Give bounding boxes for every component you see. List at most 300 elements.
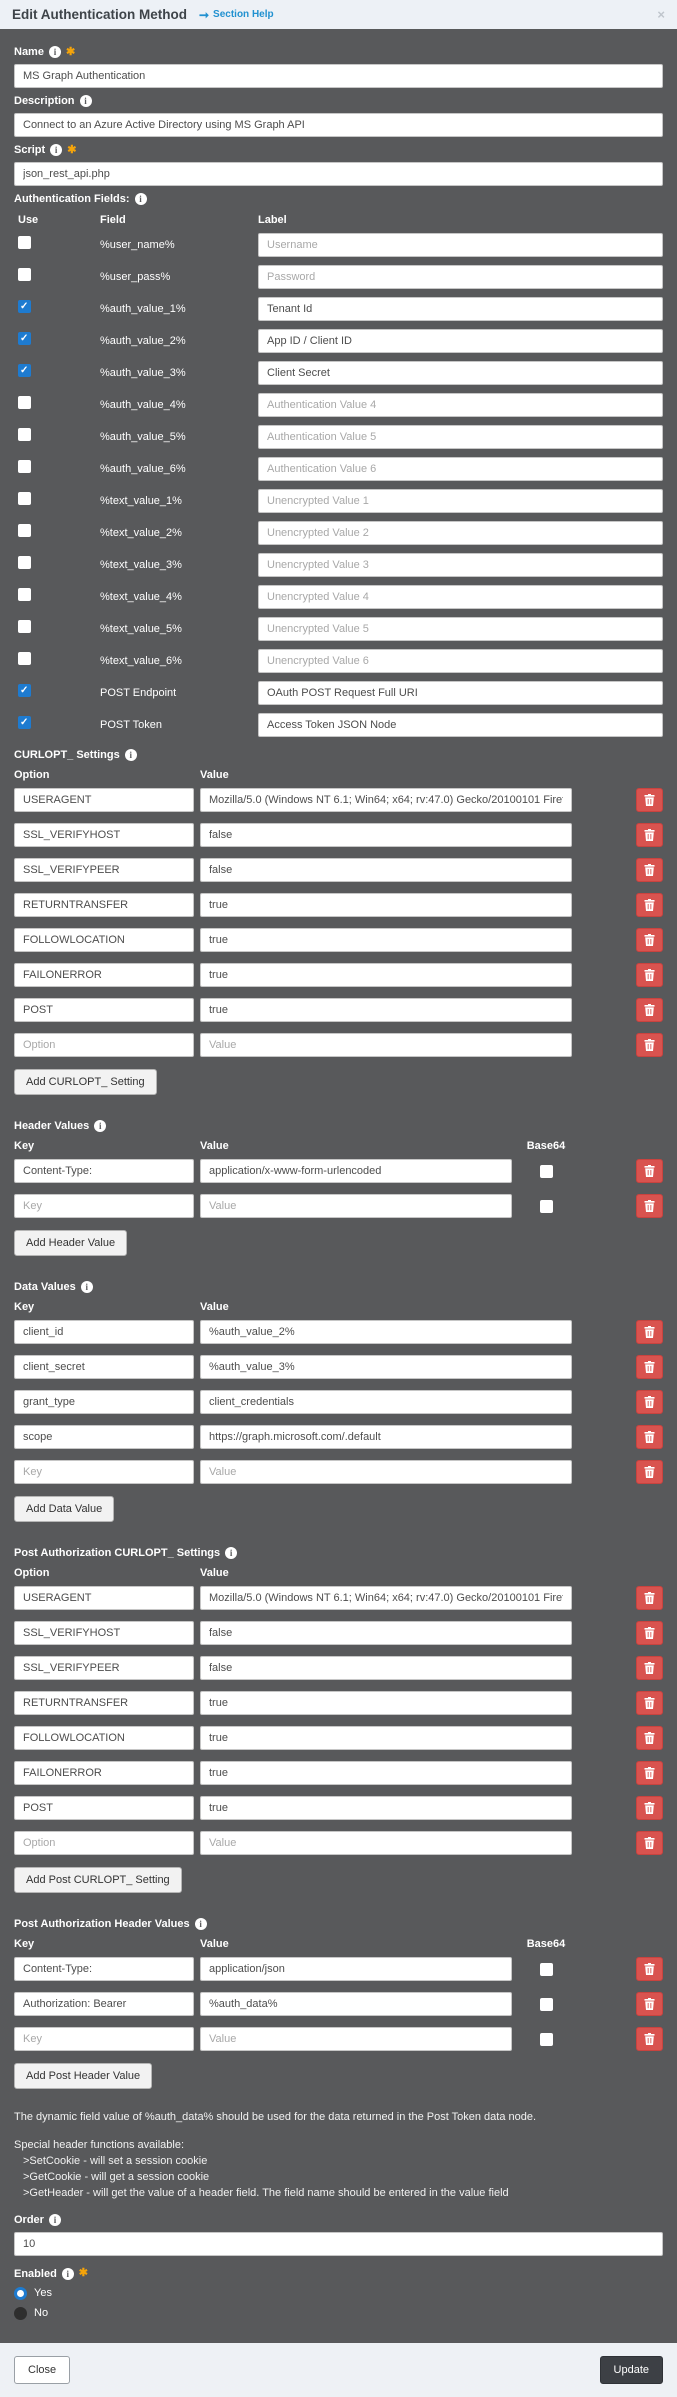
post-header-value-row: [14, 2027, 663, 2051]
curlopt-row: [14, 928, 663, 952]
header-values-column-headers: [14, 1140, 663, 1152]
trash-icon: [644, 1396, 655, 1408]
delete-post-curlopt-button[interactable]: [636, 1796, 663, 1820]
curlopt-key-input[interactable]: [14, 823, 194, 847]
curlopt-row: [14, 823, 663, 847]
trash-icon: [644, 969, 655, 981]
delete-curlopt-button[interactable]: [636, 823, 663, 847]
post-curlopt-row: [14, 1621, 663, 1645]
curlopt-value-input[interactable]: [200, 823, 572, 847]
trash-icon: [644, 2033, 655, 2045]
trash-icon: [644, 934, 655, 946]
use-checkbox-cell: [14, 652, 100, 670]
auth-field-row: [14, 329, 663, 353]
delete-post-curlopt-button[interactable]: [636, 1726, 663, 1750]
auth-field-label-input[interactable]: [258, 457, 663, 481]
auth-field-name: %auth_value_2%: [100, 335, 186, 347]
base64-checkbox-cell: [518, 1998, 574, 2011]
use-checkbox[interactable]: [18, 620, 31, 633]
data-value-value-input[interactable]: [200, 1460, 572, 1484]
curlopt-key-input[interactable]: [14, 893, 194, 917]
delete-post-header-value-button[interactable]: [636, 2027, 663, 2051]
script-label: Script: [14, 144, 46, 156]
delete-data-value-button[interactable]: [636, 1355, 663, 1379]
close-button[interactable]: Close: [14, 2356, 70, 2384]
use-checkbox-cell: [14, 364, 100, 382]
use-checkbox[interactable]: [18, 492, 31, 505]
auth-field-name: %text_value_3%: [100, 559, 182, 571]
curlopt-column-headers: [14, 769, 663, 781]
post-curlopt-value-input[interactable]: [200, 1831, 572, 1855]
use-checkbox-cell: [14, 684, 100, 702]
column-key: Key: [14, 1938, 35, 1950]
curlopt-settings-title: CURLOPT_ Settings: [14, 749, 120, 761]
post-curlopt-row: [14, 1726, 663, 1750]
use-checkbox[interactable]: [18, 236, 31, 249]
use-checkbox[interactable]: [18, 556, 31, 569]
section-help-label: Section Help: [213, 9, 274, 20]
close-icon[interactable]: ×: [657, 7, 665, 22]
delete-data-value-button[interactable]: [636, 1460, 663, 1484]
add-header-value-button[interactable]: Add Header Value: [14, 1230, 127, 1256]
add-curlopt-setting-button[interactable]: Add CURLOPT_ Setting: [14, 1069, 157, 1095]
header-value-value-input[interactable]: [200, 1194, 512, 1218]
auth-field-row: [14, 361, 663, 385]
update-button[interactable]: Update: [600, 2356, 663, 2384]
trash-icon: [644, 899, 655, 911]
use-checkbox[interactable]: [18, 428, 31, 441]
delete-post-header-value-button[interactable]: [636, 1957, 663, 1981]
curlopt-value-input[interactable]: [200, 928, 572, 952]
curlopt-row: [14, 998, 663, 1022]
base64-checkbox[interactable]: [540, 1998, 553, 2011]
required-asterisk-icon: [79, 2268, 88, 2279]
curlopt-settings-section: [14, 749, 663, 1108]
post-header-value-row: [14, 1957, 663, 1981]
post-curlopt-key-input[interactable]: [14, 1586, 194, 1610]
use-checkbox-cell: [14, 620, 100, 638]
trash-icon: [644, 1802, 655, 1814]
base64-checkbox[interactable]: [540, 1165, 553, 1178]
base64-checkbox[interactable]: [540, 1963, 553, 1976]
post-curlopt-value-input[interactable]: [200, 1726, 572, 1750]
delete-data-value-button[interactable]: [636, 1425, 663, 1449]
auth-field-row: [14, 553, 663, 577]
info-icon: [125, 749, 137, 761]
auth-field-name: POST Endpoint: [100, 687, 177, 699]
info-icon: [94, 1120, 106, 1132]
auth-field-name: POST Token: [100, 719, 162, 731]
auth-field-row: [14, 681, 663, 705]
column-base64: Base64: [526, 1140, 566, 1152]
post-curlopt-row: [14, 1586, 663, 1610]
auth-field-name: %text_value_2%: [100, 527, 182, 539]
data-value-row: [14, 1460, 663, 1484]
field-group-name: [14, 46, 663, 88]
delete-header-value-button[interactable]: [636, 1194, 663, 1218]
delete-curlopt-button[interactable]: [636, 1033, 663, 1057]
data-value-key-input[interactable]: [14, 1390, 194, 1414]
curlopt-value-input[interactable]: [200, 1033, 572, 1057]
auth-field-label-input[interactable]: [258, 233, 663, 257]
auth-field-row: [14, 425, 663, 449]
column-value: Value: [200, 769, 229, 781]
use-checkbox[interactable]: [18, 396, 31, 409]
curlopt-value-input[interactable]: [200, 788, 572, 812]
info-icon: [225, 1547, 237, 1559]
use-checkbox[interactable]: [18, 524, 31, 537]
data-value-value-input[interactable]: [200, 1355, 572, 1379]
use-checkbox-cell: [14, 428, 100, 446]
name-label: Name: [14, 46, 44, 58]
auth-field-label-input[interactable]: [258, 425, 663, 449]
post-curlopt-key-input[interactable]: [14, 1691, 194, 1715]
add-data-value-button[interactable]: Add Data Value: [14, 1496, 114, 1522]
auth-field-name: %user_name%: [100, 239, 175, 251]
auth-field-label-input[interactable]: [258, 297, 663, 321]
header-value-key-input[interactable]: [14, 1159, 194, 1183]
name-input[interactable]: [14, 64, 663, 88]
delete-curlopt-button[interactable]: [636, 893, 663, 917]
base64-checkbox-cell: [518, 1963, 574, 1976]
data-value-key-input[interactable]: [14, 1460, 194, 1484]
delete-curlopt-button[interactable]: [636, 963, 663, 987]
trash-icon: [644, 1592, 655, 1604]
use-checkbox-cell: [14, 396, 100, 414]
trash-icon: [644, 829, 655, 841]
post-curlopt-value-input[interactable]: [200, 1621, 572, 1645]
data-value-key-input[interactable]: [14, 1355, 194, 1379]
trash-icon: [644, 1466, 655, 1478]
header-value-key-input[interactable]: [14, 1194, 194, 1218]
auth-field-label-input[interactable]: [258, 617, 663, 641]
field-group-enabled: [14, 2268, 663, 2320]
curlopt-key-input[interactable]: [14, 788, 194, 812]
post-header-values-section: [14, 1918, 663, 2102]
trash-icon: [644, 864, 655, 876]
delete-post-curlopt-button[interactable]: [636, 1831, 663, 1855]
column-value: Value: [200, 1567, 229, 1579]
data-value-value-input[interactable]: [200, 1425, 572, 1449]
post-curlopt-key-input[interactable]: [14, 1831, 194, 1855]
curlopt-key-input[interactable]: [14, 963, 194, 987]
auth-field-name: %text_value_5%: [100, 623, 182, 635]
curlopt-key-input[interactable]: [14, 998, 194, 1022]
auth-field-label-input[interactable]: [258, 265, 663, 289]
auth-field-label-input[interactable]: [258, 681, 663, 705]
trash-icon: [644, 1732, 655, 1744]
use-checkbox[interactable]: [18, 300, 31, 313]
auth-field-name: %text_value_4%: [100, 591, 182, 603]
auth-field-label-input[interactable]: [258, 521, 663, 545]
auth-field-label-input[interactable]: [258, 553, 663, 577]
use-checkbox[interactable]: [18, 460, 31, 473]
auth-field-name: %auth_value_4%: [100, 399, 186, 411]
post-curlopt-settings-section: [14, 1547, 663, 1906]
auth-field-label-input[interactable]: [258, 393, 663, 417]
base64-checkbox-cell: [518, 1200, 574, 1213]
auth-field-label-input[interactable]: [258, 585, 663, 609]
post-curlopt-key-input[interactable]: [14, 1726, 194, 1750]
auth-fields-section: [14, 193, 663, 737]
note-setcookie: >SetCookie - will set a session cookie: [23, 2154, 208, 2167]
data-values-column-headers: [14, 1301, 663, 1313]
post-header-value-key-input[interactable]: [14, 1957, 194, 1981]
data-value-row: [14, 1425, 663, 1449]
base64-checkbox[interactable]: [540, 2033, 553, 2046]
post-header-values-column-headers: [14, 1938, 663, 1950]
field-group-order: [14, 2214, 663, 2256]
modal-header: [0, 0, 677, 29]
info-icon: [195, 1918, 207, 1930]
delete-post-header-value-button[interactable]: [636, 1992, 663, 2016]
use-checkbox-cell: [14, 268, 100, 286]
post-header-values-title: Post Authorization Header Values: [14, 1918, 190, 1930]
curlopt-value-input[interactable]: [200, 893, 572, 917]
post-header-value-value-input[interactable]: [200, 1992, 512, 2016]
use-checkbox-cell: [14, 460, 100, 478]
trash-icon: [644, 1039, 655, 1051]
use-checkbox[interactable]: [18, 268, 31, 281]
trash-icon: [644, 1004, 655, 1016]
column-key: Key: [14, 1140, 35, 1152]
use-checkbox[interactable]: [18, 652, 31, 665]
base64-checkbox[interactable]: [540, 1200, 553, 1213]
column-base64: Base64: [526, 1938, 566, 1950]
delete-header-value-button[interactable]: [636, 1159, 663, 1183]
data-values-title: Data Values: [14, 1281, 76, 1293]
trash-icon: [644, 1431, 655, 1443]
header-values-title: Header Values: [14, 1120, 90, 1132]
description-label: Description: [14, 95, 75, 107]
use-checkbox-cell: [14, 524, 100, 542]
post-curlopt-key-input[interactable]: [14, 1796, 194, 1820]
required-asterisk-icon: [66, 47, 75, 58]
info-icon: [135, 193, 147, 205]
info-icon: [81, 1281, 93, 1293]
delete-post-curlopt-button[interactable]: [636, 1691, 663, 1715]
data-value-row: [14, 1320, 663, 1344]
auth-field-row: [14, 585, 663, 609]
curlopt-row: [14, 858, 663, 882]
use-checkbox-cell: [14, 588, 100, 606]
trash-icon: [644, 1662, 655, 1674]
curlopt-key-input[interactable]: [14, 928, 194, 952]
use-checkbox-cell: [14, 236, 100, 254]
auth-field-name: %auth_value_1%: [100, 303, 186, 315]
script-input[interactable]: [14, 162, 663, 186]
section-help-link[interactable]: [199, 9, 274, 21]
post-curlopt-value-input[interactable]: [200, 1586, 572, 1610]
add-post-header-value-button[interactable]: Add Post Header Value: [14, 2063, 152, 2089]
column-key: Key: [14, 1301, 35, 1313]
auth-field-row: [14, 489, 663, 513]
column-option: Option: [14, 1567, 50, 1579]
enabled-option-yes[interactable]: [14, 2287, 663, 2300]
curlopt-value-input[interactable]: [200, 858, 572, 882]
note-getheader: >GetHeader - will get the value of a header field. The field name should be entered in the value field: [23, 2186, 509, 2199]
trash-icon: [644, 794, 655, 806]
delete-post-curlopt-button[interactable]: [636, 1656, 663, 1680]
auth-field-row: [14, 521, 663, 545]
field-group-script: [14, 144, 663, 186]
curlopt-row: [14, 788, 663, 812]
header-value-row: [14, 1194, 663, 1218]
section-help-arrow-icon: ➞: [198, 7, 210, 22]
modal-title: Edit Authentication Method: [12, 7, 187, 22]
delete-data-value-button[interactable]: [636, 1320, 663, 1344]
use-checkbox-cell: [14, 332, 100, 350]
auth-field-name: %text_value_6%: [100, 655, 182, 667]
auth-field-label-input[interactable]: [258, 489, 663, 513]
use-checkbox-cell: [14, 492, 100, 510]
auth-field-row: [14, 617, 663, 641]
delete-post-curlopt-button[interactable]: [636, 1586, 663, 1610]
data-value-row: [14, 1390, 663, 1414]
data-value-value-input[interactable]: [200, 1320, 572, 1344]
trash-icon: [644, 1998, 655, 2010]
auth-field-row: [14, 649, 663, 673]
data-value-key-input[interactable]: [14, 1425, 194, 1449]
trash-icon: [644, 1963, 655, 1975]
use-checkbox-cell: [14, 716, 100, 734]
header-value-row: [14, 1159, 663, 1183]
auth-field-row: [14, 233, 663, 257]
curlopt-key-input[interactable]: [14, 858, 194, 882]
post-curlopt-row: [14, 1691, 663, 1715]
trash-icon: [644, 1767, 655, 1779]
curlopt-row: [14, 963, 663, 987]
info-icon: [49, 2214, 61, 2226]
auth-field-label-input[interactable]: [258, 649, 663, 673]
post-curlopt-row: [14, 1761, 663, 1785]
data-value-value-input[interactable]: [200, 1390, 572, 1414]
post-header-value-row: [14, 1992, 663, 2016]
auth-field-name: %user_pass%: [100, 271, 171, 283]
enabled-label: Enabled: [14, 2267, 57, 2280]
post-curlopt-key-input[interactable]: [14, 1621, 194, 1645]
post-curlopt-value-input[interactable]: [200, 1796, 572, 1820]
info-icon: [50, 144, 62, 156]
use-checkbox[interactable]: [18, 716, 31, 729]
delete-post-curlopt-button[interactable]: [636, 1621, 663, 1645]
use-checkbox-cell: [14, 556, 100, 574]
auth-field-name: %auth_value_3%: [100, 367, 186, 379]
auth-fields-rows: [14, 233, 663, 737]
curlopt-value-input[interactable]: [200, 998, 572, 1022]
info-icon: [62, 2268, 74, 2280]
post-header-value-value-input[interactable]: [200, 2027, 512, 2051]
info-icon: [49, 46, 61, 58]
auth-field-row: [14, 713, 663, 737]
data-values-section: [14, 1281, 663, 1535]
field-group-description: [14, 95, 663, 137]
post-header-value-value-input[interactable]: [200, 1957, 512, 1981]
use-checkbox[interactable]: [18, 684, 31, 697]
trash-icon: [644, 1627, 655, 1639]
trash-icon: [644, 1697, 655, 1709]
trash-icon: [644, 1837, 655, 1849]
use-checkbox[interactable]: [18, 364, 31, 377]
order-label: Order: [14, 2213, 44, 2226]
trash-icon: [644, 1200, 655, 1212]
column-value: Value: [200, 1938, 229, 1950]
column-label: Label: [258, 214, 287, 226]
post-curlopt-settings-title: Post Authorization CURLOPT_ Settings: [14, 1547, 221, 1559]
post-curlopt-value-input[interactable]: [200, 1761, 572, 1785]
header-value-value-input[interactable]: [200, 1159, 512, 1183]
delete-post-curlopt-button[interactable]: [636, 1761, 663, 1785]
order-input[interactable]: [14, 2232, 663, 2256]
post-curlopt-column-headers: [14, 1567, 663, 1579]
note-auth-data: The dynamic field value of %auth_data% should be used for the data returned in the Post Token data node.: [14, 2111, 537, 2123]
enabled-no-label: No: [34, 2307, 49, 2320]
post-curlopt-row: [14, 1796, 663, 1820]
enabled-yes-label: Yes: [34, 2287, 52, 2300]
required-asterisk-icon: [67, 145, 76, 156]
description-input[interactable]: [14, 113, 663, 137]
column-field: Field: [100, 214, 126, 226]
use-checkbox[interactable]: [18, 588, 31, 601]
header-values-section: [14, 1120, 663, 1269]
radio-selected-icon: [14, 2287, 27, 2300]
delete-data-value-button[interactable]: [636, 1390, 663, 1414]
delete-curlopt-button[interactable]: [636, 788, 663, 812]
use-checkbox-cell: [14, 300, 100, 318]
trash-icon: [644, 1165, 655, 1177]
modal-footer: [0, 2343, 677, 2397]
auth-field-row: [14, 457, 663, 481]
delete-curlopt-button[interactable]: [636, 998, 663, 1022]
post-curlopt-value-input[interactable]: [200, 1656, 572, 1680]
delete-curlopt-button[interactable]: [636, 858, 663, 882]
column-use: Use: [18, 214, 39, 226]
auth-field-row: [14, 265, 663, 289]
data-value-row: [14, 1355, 663, 1379]
curlopt-row: [14, 893, 663, 917]
curlopt-value-input[interactable]: [200, 963, 572, 987]
modal-body: [0, 29, 677, 2343]
auth-field-label-input[interactable]: [258, 361, 663, 385]
add-post-curlopt-setting-button[interactable]: Add Post CURLOPT_ Setting: [14, 1867, 182, 1893]
column-value: Value: [200, 1140, 229, 1152]
data-value-key-input[interactable]: [14, 1320, 194, 1344]
auth-field-row: [14, 297, 663, 321]
auth-field-row: [14, 393, 663, 417]
note-special-functions: Special header functions available:: [14, 2138, 185, 2151]
post-curlopt-value-input[interactable]: [200, 1691, 572, 1715]
post-header-value-key-input[interactable]: [14, 2027, 194, 2051]
post-curlopt-key-input[interactable]: [14, 1761, 194, 1785]
auth-field-label-input[interactable]: [258, 329, 663, 353]
trash-icon: [644, 1326, 655, 1338]
post-curlopt-key-input[interactable]: [14, 1656, 194, 1680]
base64-checkbox-cell: [518, 1165, 574, 1178]
auth-fields-title: Authentication Fields:: [14, 193, 130, 205]
auth-field-name: %text_value_1%: [100, 495, 182, 507]
post-curlopt-row: [14, 1656, 663, 1680]
curlopt-row: [14, 1033, 663, 1057]
auth-fields-column-headers: [14, 214, 663, 226]
curlopt-key-input[interactable]: [14, 1033, 194, 1057]
post-header-value-key-input[interactable]: [14, 1992, 194, 2016]
use-checkbox[interactable]: [18, 332, 31, 345]
column-option: Option: [14, 769, 50, 781]
auth-field-label-input[interactable]: [258, 713, 663, 737]
delete-curlopt-button[interactable]: [636, 928, 663, 952]
post-curlopt-row: [14, 1831, 663, 1855]
note-getcookie: >GetCookie - will get a session cookie: [23, 2170, 210, 2183]
